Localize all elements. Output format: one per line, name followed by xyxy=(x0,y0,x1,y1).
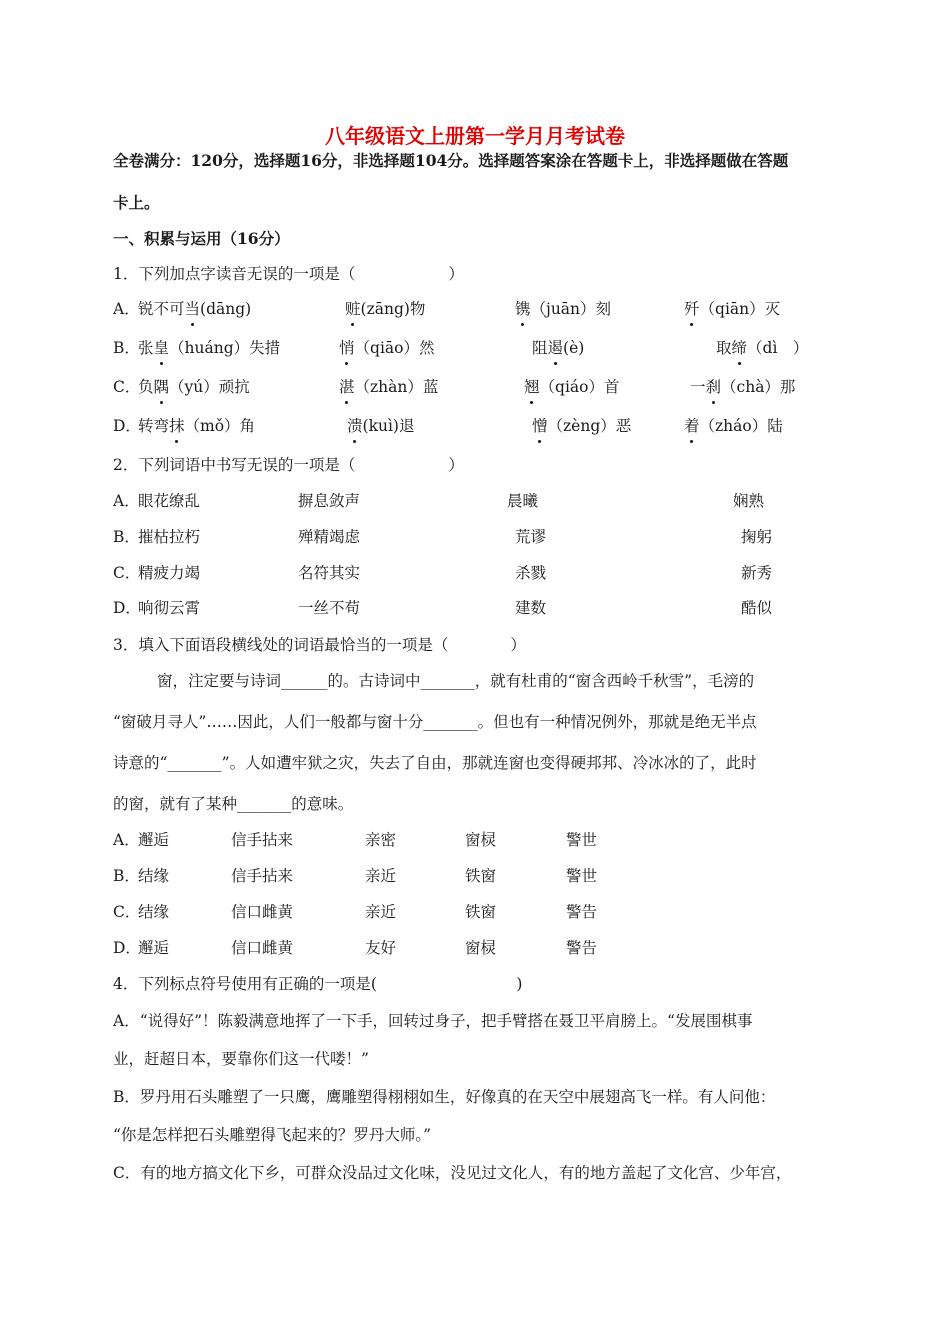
q2-option-item: 殚精竭虑 xyxy=(298,528,361,546)
q3-option-item: 结缘 xyxy=(138,867,170,885)
emphasized-char: 刹 xyxy=(705,378,722,396)
q1-option-item xyxy=(138,337,280,359)
q4-stem: 4．下列标点符号使用有正确的一项是( ) xyxy=(113,975,523,993)
item-reading: （qiān）灭 xyxy=(699,300,781,318)
q1-option-item xyxy=(532,337,584,359)
option-label: B． xyxy=(113,528,140,546)
q3-paragraph-line: “窗破月寻人”……因此，人们一般都与窗十分_______。但也有一种情况例外，那就是绝无半点 xyxy=(113,713,757,731)
item-reading: (è) xyxy=(563,339,585,357)
item-reading: （qiáo）首 xyxy=(539,378,620,396)
option-label: D． xyxy=(113,939,141,957)
q4-option-line: 业，赶超日本，要靠你们这一代喽！” xyxy=(113,1050,369,1068)
item-reading: (zāng)物 xyxy=(360,300,426,318)
emphasized-char: 湛 xyxy=(339,378,355,396)
item-reading: （dì ） xyxy=(747,339,809,357)
q1-option-item xyxy=(532,415,631,437)
q1-option-item xyxy=(345,298,425,320)
q3-paragraph-line: 的窗，就有了某种_______的意味。 xyxy=(113,795,354,813)
option-label: D． xyxy=(113,599,141,617)
q3-option-item: 信手拈来 xyxy=(231,867,294,885)
emphasized-char: 赃 xyxy=(345,300,361,318)
q2-option-item: 新秀 xyxy=(741,564,773,582)
q1-option-item xyxy=(138,415,255,437)
q2-option-item: 荒谬 xyxy=(515,528,547,546)
emphasized-char: 着 xyxy=(684,417,700,435)
q1-option-item xyxy=(515,298,611,320)
q3-option-item: 窗棂 xyxy=(465,939,497,957)
q3-option-item: 邂逅 xyxy=(138,939,170,957)
exam-title: 八年级语文上册第一学月月考试卷 xyxy=(325,124,625,148)
q2-stem: 2．下列词语中书写无误的一项是（ ） xyxy=(113,456,464,474)
q3-option-item: 友好 xyxy=(365,939,397,957)
option-label: B． xyxy=(113,339,140,357)
q2-option-item: 掬躬 xyxy=(741,528,773,546)
q2-option-item: 精疲力竭 xyxy=(138,564,201,582)
intro-line-2: 卡上。 xyxy=(113,193,160,212)
emphasized-char: 溃 xyxy=(347,417,363,435)
q4-option-line: B．罗丹用石头雕塑了一只鹰，鹰雕塑得栩栩如生，好像真的在天空中展翅高飞一样。有人问他： xyxy=(113,1088,776,1106)
q1-option-item xyxy=(684,415,783,437)
q1-option-item xyxy=(339,376,438,398)
item-prefix: 负 xyxy=(138,378,154,396)
q2-option-item: 响彻云霄 xyxy=(138,599,201,617)
q1-option-item xyxy=(339,337,434,359)
q3-option-item: 亲密 xyxy=(365,831,397,849)
q3-stem: 3．填入下面语段横线处的词语最恰当的一项是（ ） xyxy=(113,636,526,654)
item-reading: (kuì)退 xyxy=(362,417,415,435)
q3-option-item: 警世 xyxy=(566,867,598,885)
emphasized-char: 皇 xyxy=(153,339,170,357)
option-label: B． xyxy=(113,867,140,885)
q2-option-item: 建数 xyxy=(515,599,547,617)
q2-option-item: 摧枯拉朽 xyxy=(138,528,201,546)
option-label: C． xyxy=(113,903,141,921)
emphasized-char: 歼 xyxy=(684,300,700,318)
item-prefix: 转弯 xyxy=(138,417,170,435)
q3-option-item: 亲近 xyxy=(365,903,397,921)
q3-option-item: 邂逅 xyxy=(138,831,170,849)
option-label: A． xyxy=(113,300,140,318)
item-reading: （zhàn）蓝 xyxy=(354,378,439,396)
item-reading: （chà）那 xyxy=(721,378,796,396)
item-reading: (dāng) xyxy=(200,300,252,318)
emphasized-char: 遏 xyxy=(547,339,564,357)
q2-option-item: 摒息敛声 xyxy=(298,492,361,510)
emphasized-char: 憎 xyxy=(532,417,548,435)
item-prefix: 锐不可 xyxy=(138,300,185,318)
emphasized-char: 悄 xyxy=(339,339,355,357)
q3-paragraph-line: 诗意的“_______”。人如遭牢狱之灾，失去了自由，那就连窗也变得硬邦邦、冷冰冰的了，此时 xyxy=(113,754,757,772)
option-label: C． xyxy=(113,564,141,582)
emphasized-char: 抹 xyxy=(169,417,185,435)
item-reading: （huáng）失措 xyxy=(169,339,281,357)
q2-option-item: 酷似 xyxy=(741,599,773,617)
item-prefix: 阻 xyxy=(532,339,548,357)
q2-option-item: 名符其实 xyxy=(298,564,361,582)
q1-option-item xyxy=(524,376,619,398)
item-reading: （yú）顽抗 xyxy=(169,378,250,396)
emphasized-char: 隅 xyxy=(153,378,170,396)
item-reading: （zèng）恶 xyxy=(547,417,632,435)
q4-option-line: A．“说得好”！陈毅满意地挥了一下手，回转过身子，把手臂搭在聂卫平肩膀上。“发展围棋事 xyxy=(113,1012,753,1030)
item-reading: （mǒ）角 xyxy=(184,417,256,435)
emphasized-char: 缔 xyxy=(731,339,748,357)
item-prefix: 张 xyxy=(138,339,154,357)
section-heading: 一、积累与运用（16分） xyxy=(113,229,290,248)
emphasized-char: 翘 xyxy=(524,378,540,396)
q3-option-item: 信口雌黄 xyxy=(231,939,294,957)
item-reading: （juān）刻 xyxy=(530,300,612,318)
q3-option-item: 铁窗 xyxy=(465,903,497,921)
option-label: A． xyxy=(113,492,140,510)
item-prefix: 取 xyxy=(716,339,732,357)
emphasized-char: 镌 xyxy=(515,300,531,318)
q3-option-item: 警告 xyxy=(566,903,598,921)
q1-option-item xyxy=(138,376,250,398)
q2-option-item: 眼花缭乱 xyxy=(138,492,201,510)
intro-line-1: 全卷满分：120分，选择题16分，非选择题104分。选择题答案涂在答题卡上，非选择题做在答题 xyxy=(113,151,789,170)
q2-option-item: 杀戮 xyxy=(515,564,547,582)
q2-option-item: 一丝不苟 xyxy=(298,599,361,617)
q3-option-item: 信手拈来 xyxy=(231,831,294,849)
q3-paragraph-line: 窗，注定要与诗词______的。古诗词中_______，就有杜甫的“窗含西岭千秋雪”，毛滂的 xyxy=(157,672,755,690)
q3-option-item: 警告 xyxy=(566,939,598,957)
q2-option-item: 娴熟 xyxy=(733,492,765,510)
emphasized-char: 当 xyxy=(184,300,201,318)
q4-option-line: “你是怎样把石头雕塑得飞起来的？罗丹大师。” xyxy=(113,1126,432,1144)
q2-option-item: 晨曦 xyxy=(507,492,539,510)
item-prefix: 一 xyxy=(690,378,706,396)
option-label: A． xyxy=(113,831,140,849)
q3-option-item: 亲近 xyxy=(365,867,397,885)
q1-option-item xyxy=(716,337,808,359)
q1-option-item xyxy=(347,415,414,437)
item-reading: （qiāo）然 xyxy=(354,339,435,357)
q3-option-item: 警世 xyxy=(566,831,598,849)
q1-option-item xyxy=(138,298,251,320)
q1-stem: 1．下列加点字读音无误的一项是（ ） xyxy=(113,265,464,283)
q3-option-item: 结缘 xyxy=(138,903,170,921)
item-reading: （zháo）陆 xyxy=(699,417,783,435)
q3-option-item: 信口雌黄 xyxy=(231,903,294,921)
option-label: C． xyxy=(113,378,141,396)
q4-option-line: C．有的地方搞文化下乡，可群众没品过文化味，没见过文化人，有的地方盖起了文化宫、少年宫， xyxy=(113,1164,792,1182)
option-label: D． xyxy=(113,417,141,435)
q1-option-item xyxy=(684,298,780,320)
q3-option-item: 窗棂 xyxy=(465,831,497,849)
q3-option-item: 铁窗 xyxy=(465,867,497,885)
q1-option-item xyxy=(690,376,795,398)
